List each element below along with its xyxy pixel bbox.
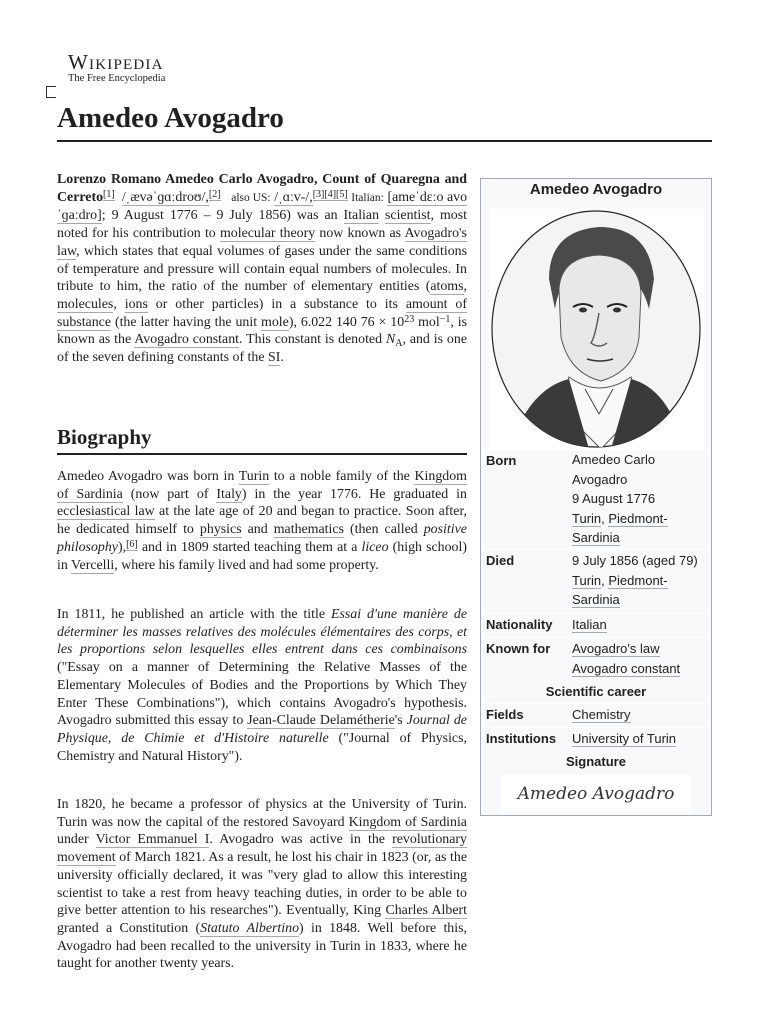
link-physics[interactable]: physics <box>199 522 242 538</box>
para-text: In 1820, he became a professor of physics at the University of Turin. Turin was now the capital of the restored Savoyard <box>57 797 467 830</box>
infobox-row-institutions <box>481 727 711 752</box>
infobox <box>480 178 712 816</box>
link-victor-emmanuel[interactable]: Victor Emmanuel I <box>95 832 210 848</box>
symbol-subscript-a: A <box>395 338 403 350</box>
intro-text: (the latter having the unit <box>114 314 258 330</box>
intro-paragraph: Lorenzo Romano Amedeo Carlo Avogadro, Count of Quaregna and Cerreto[1] /ˌævəˈɡɑːdroʊ/,[2] also US: /ˌɑːv-/,[3][4][5] Italian: [ameˈdɛːo avoˈɡaːdro]; 9 August 1776 – 9 July 1856) was an Italian scientist, most noted for his contribution to molecular theory now known as Avogadro's law, which states that equal volumes of gases under the same conditions of temperature and pressure will contain equal numbers of molecules. In tribute to him, the ratio of the number of elementary entities (atoms, molecules, ions or other particles) in a substance to its amount of substance (the latter having the unit mole), 6.022 140 $76 \times 10^{23}$ mol$^{-1}$, is known as the Avogadro constant. This constant is denoted $N_A$, and is one of the seven defining constants of the SI. <box>57 172 468 366</box>
wikipedia-tagline: The Free Encyclopedia <box>68 73 166 84</box>
link-revolutionary-movement[interactable]: revolutionary movement <box>57 832 467 866</box>
link-kingdom-of-sardinia[interactable]: Kingdom of Sardinia <box>57 469 467 502</box>
link-mathematics[interactable]: mathematics <box>273 522 344 538</box>
intro-text: . This constant is denoted <box>239 332 383 348</box>
para-text: ("Essay on a manner of Determining the Relative Masses of the Elementary Molecules of Bodies and the Proportions by Which They Enter These Combinations"), which contains Avogadro's hypothesis. Avogadro submitted this essay to <box>57 660 467 729</box>
para-text: to a noble family of the <box>273 469 410 484</box>
biography-paragraph-2 <box>57 606 467 765</box>
born-name: Amedeo Carlo Avogadro <box>572 452 656 487</box>
link-field-chemistry[interactable]: Chemistry <box>572 707 631 722</box>
para-text: (now part of <box>130 486 209 502</box>
link-born-piedmont[interactable]: Piedmont-Sardinia <box>572 510 668 545</box>
link-si[interactable]: SI <box>268 350 281 366</box>
symbol-n: N <box>385 332 396 348</box>
bookmark-icon <box>46 86 56 98</box>
died-label: Died <box>486 553 515 568</box>
infobox-title: Amedeo Avogadro <box>529 181 663 198</box>
link-university-of-turin[interactable]: University of Turin <box>572 731 677 746</box>
unit-mol: mol <box>418 314 440 330</box>
ref-6[interactable]: [6] <box>126 538 138 550</box>
exponent: 23 <box>404 313 415 325</box>
para-text: under <box>57 832 89 848</box>
pronunciation-us[interactable]: /ˌɑːv-/, <box>274 189 313 205</box>
italian-label: Italian: <box>351 191 384 204</box>
fields-label: Fields <box>486 707 524 722</box>
born-date: 9 August 1776 <box>572 491 656 506</box>
intro-dates: ; 9 August 1776 – 9 July 1856) was an <box>101 208 338 224</box>
infobox-row-fields <box>481 703 711 728</box>
infobox-row-nationality <box>481 613 711 638</box>
also-us-label: also US: <box>231 191 271 204</box>
link-avogadros-law[interactable]: Avogadro's law <box>57 226 467 259</box>
essai-title: Essai d'une manière de déterminer les masses relatives des molécules élémentaires des corps, et les proportions selon lesquelles elles entrent dans ces combinaisons <box>57 607 468 658</box>
para-text: granted a Constitution ( <box>57 920 201 936</box>
subject-name: Lorenzo Romano Amedeo Carlo Avogadro, Count of Quaregna and Cerreto <box>57 172 467 205</box>
link-died-turin[interactable]: Turin <box>572 572 602 588</box>
page-title: Amedeo Avogadro <box>57 98 712 142</box>
link-turin[interactable]: Turin <box>238 469 270 484</box>
ref-1[interactable]: [1] <box>103 188 115 200</box>
link-kingdom-of-sardinia-2[interactable]: Kingdom of Sardinia <box>348 814 467 830</box>
infobox-header-signature: Signature <box>566 754 626 769</box>
link-nationality-italian[interactable]: Italian <box>572 617 607 632</box>
intro-text: , and is one of the seven defining constants of the <box>57 332 467 366</box>
intro-text: or other particles) in a substance to its <box>155 296 398 312</box>
journal-title: Journal de Physique, de Chimie et d'Histoire naturelle <box>57 713 467 746</box>
signature-image[interactable] <box>501 775 691 811</box>
para-text: . Avogadro was active in the <box>209 832 385 848</box>
link-vercelli[interactable]: Vercelli <box>71 557 115 573</box>
biography-paragraph-3 <box>57 796 467 973</box>
para-text: (then called <box>349 522 418 538</box>
link-born-turin[interactable]: Turin <box>572 510 602 526</box>
positive-philosophy-term: positive philosophy <box>57 522 467 555</box>
para-text: of March 1821. As a result, he lost his chair in 1823 (or, as the university officially declared, it was "very glad to allow this interesting scientist to take a rest from heavy teaching duties, in order to be able to give better attention to his researches"). Eventually, King <box>57 850 467 919</box>
exponent: −1 <box>439 313 451 325</box>
link-died-piedmont[interactable]: Piedmont-Sardinia <box>572 572 668 607</box>
infobox-row-born: Born Amedeo Carlo Avogadro 9 August 1776 Turin, Piedmont-Sardinia <box>481 449 711 550</box>
link-statuto-albertino[interactable]: Statuto Albertino <box>200 920 300 936</box>
portrait-image[interactable] <box>489 209 704 449</box>
ref-3-4-5[interactable]: [3][4][5] <box>312 188 348 200</box>
link-amount-of-substance[interactable]: amount of substance <box>57 296 467 330</box>
infobox-header-scientific-career: Scientific career <box>545 684 647 699</box>
pronunciation-it[interactable]: [ameˈdɛːo avoˈɡaːdro] <box>57 189 468 224</box>
infobox-row-died: Died 9 July 1856 (aged 79) Turin, Piedmont-Sardinia <box>481 549 711 614</box>
link-italy[interactable]: Italy <box>216 486 242 502</box>
institutions-label: Institutions <box>486 731 557 746</box>
link-italian[interactable]: Italian <box>343 208 380 224</box>
ref-2[interactable]: [2] <box>208 188 221 200</box>
link-scientist[interactable]: scientist <box>385 208 431 224</box>
intro-text: , most noted for his contribution to <box>57 208 467 242</box>
para-text: ) in 1848. Well before this, Avogadro had been recalled to the university in Turin in 1833, where he taught for another twenty years. <box>57 920 467 972</box>
liceo-term: liceo <box>361 539 389 555</box>
pronunciation-en[interactable]: /ˌævəˈɡɑːdroʊ/, <box>121 189 209 205</box>
para-text: ), <box>117 539 127 555</box>
wikipedia-logo[interactable] <box>68 50 165 84</box>
intro-text: , which states that equal volumes of gases under the same conditions of temperature and pressure will contain equal numbers of molecules. In tribute to him, the ratio of the number of elementary entities ( <box>57 243 467 295</box>
signature-text: Amedeo Avogadro <box>517 784 675 804</box>
para-text: ("Journal of Physics, Chemistry and Natural History"). <box>57 730 467 764</box>
link-known-avogadros-law[interactable]: Avogadro's law <box>572 641 660 656</box>
known-for-label: Known for <box>486 641 551 656</box>
link-mole[interactable]: mole <box>261 314 289 330</box>
link-ions[interactable]: ions <box>124 296 148 312</box>
infobox-row-known-for <box>481 637 711 682</box>
para-text: at the late age of 20 and began to practice. Soon after, he dedicated himself to <box>57 504 467 538</box>
link-atoms[interactable]: atoms <box>430 279 464 295</box>
para-text: In 1811, he published an article with the title <box>57 607 326 622</box>
intro-text: now known as <box>319 226 402 242</box>
nationality-label: Nationality <box>486 617 553 632</box>
link-avogadro-constant[interactable]: Avogadro constant <box>134 332 240 348</box>
died-date: 9 July 1856 (aged 79) <box>572 553 698 568</box>
link-ecclesiastical-law[interactable]: ecclesiastical law <box>57 504 155 520</box>
para-text: (high school) in <box>57 539 467 573</box>
intro-text: , is known as the <box>57 314 468 348</box>
link-molecules[interactable]: molecules <box>57 296 114 312</box>
para-text: Amedeo Avogadro was born in <box>57 469 235 484</box>
para-text: and <box>247 522 268 538</box>
intro-text: ), 6.022 140 76 × 10 <box>288 314 405 330</box>
link-known-avogadro-constant[interactable]: Avogadro constant <box>572 660 681 676</box>
link-molecular-theory[interactable]: molecular theory <box>219 226 316 242</box>
biography-paragraph-1 <box>57 468 467 574</box>
para-text: 's <box>394 713 403 729</box>
wikipedia-wordmark: Wikipedia <box>68 50 164 74</box>
intro-text: . <box>280 350 284 366</box>
para-text: , where his family lived and had some property. <box>114 557 379 573</box>
born-label: Born <box>486 453 517 468</box>
para-text: and in 1809 started teaching them at a <box>141 539 358 555</box>
section-heading-biography: Biography <box>57 423 467 455</box>
link-jean-claude-delametherie[interactable]: Jean-Claude Delamétherie <box>247 713 395 729</box>
link-charles-albert[interactable]: Charles Albert <box>385 903 467 919</box>
para-text: ) in the year 1776. He graduated in <box>241 486 467 502</box>
